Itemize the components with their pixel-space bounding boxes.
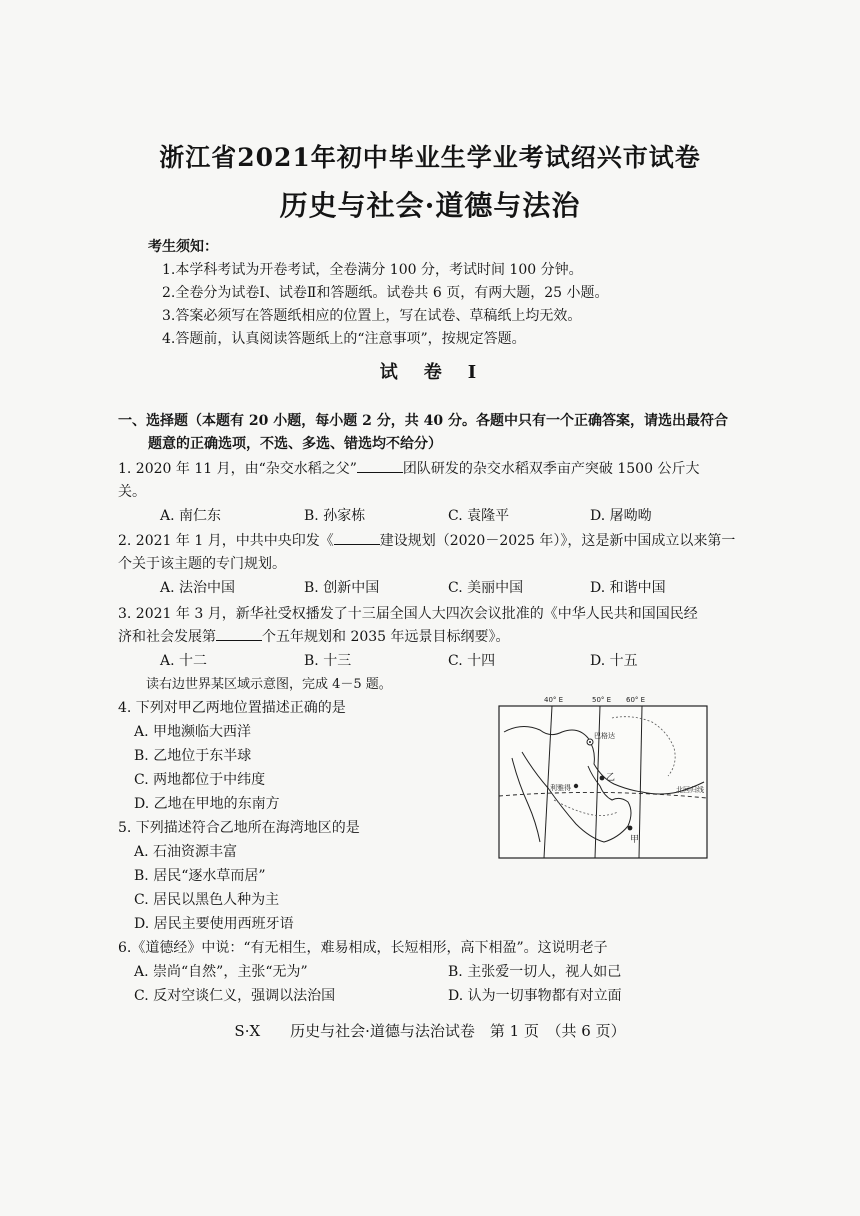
option-a: A. 崇尚“自然”，主张“无为” <box>134 964 308 980</box>
section-title: 试 卷 Ⅰ <box>379 362 481 383</box>
region-map-svg <box>492 692 716 864</box>
notice-item: 4.答题前，认真阅读答题纸上的“注意事项”，按规定答题。 <box>162 331 526 347</box>
yi-label: 乙 <box>606 773 616 783</box>
option-a: A. 石油资源丰富 <box>134 844 238 860</box>
riyadh-marker <box>574 784 578 788</box>
option-a: A. 南仁东 <box>160 508 222 524</box>
option-b: B. 乙地位于东半球 <box>134 748 252 764</box>
baghdad-label: 巴格达 <box>594 732 615 740</box>
yi-marker <box>600 776 605 781</box>
option-d: D. 屠呦呦 <box>590 508 652 524</box>
question-text: 团队研发的杂交水稻双季亩产突破 1500 公斤大 <box>402 461 700 477</box>
question-1-stem <box>118 458 699 478</box>
option-b: B. 主张爱一切人，视人如己 <box>448 964 622 980</box>
option-b: B. 居民“逐水草而居” <box>134 868 266 884</box>
part-instructions-cont: 题意的正确选项，不选、多选、错选均不给分） <box>148 436 442 452</box>
notice-item: 3.答案必须写在答题纸相应的位置上，写在试卷、草稿纸上均无效。 <box>162 308 582 324</box>
option-b: B. 创新中国 <box>304 580 380 596</box>
question-2-stem <box>118 530 735 550</box>
option-c: C. 反对空谈仁义，强调以法治国 <box>134 988 336 1004</box>
question-text: 建设规划（2020－2025 年）》，这是新中国成立以来第一 <box>379 533 736 549</box>
jia-label: 甲 <box>630 835 640 845</box>
question-6-stem: 6.《道德经》中说：“有无相生，难易相成，长短相形，高下相盈”。这说明老子 <box>118 940 608 956</box>
notice-item: 2.全卷分为试卷Ⅰ、试卷Ⅱ和答题纸。试卷共 6 页，有两大题，25 小题。 <box>162 285 609 301</box>
option-c: C. 居民以黑色人种为主 <box>134 892 280 908</box>
question-text: 个五年规划和 2035 年远景目标纲要》。 <box>262 629 510 645</box>
option-d: D. 十五 <box>590 653 638 669</box>
question-1-stem-cont: 关。 <box>118 484 146 500</box>
option-d: D. 乙地在甲地的东南方 <box>134 796 280 812</box>
question-3-stem-cont <box>118 626 510 646</box>
riyadh-label: 利雅得 <box>550 784 571 792</box>
answer-blank <box>216 628 262 641</box>
option-d: D. 认为一切事物都有对立面 <box>448 988 622 1004</box>
option-d: D. 居民主要使用西班牙语 <box>134 916 294 932</box>
jia-marker <box>628 826 633 831</box>
exam-title: 浙江省2021年初中毕业生学业考试绍兴市试卷 <box>159 143 701 172</box>
tropic-label: 北回归线 <box>676 786 704 794</box>
answer-blank <box>357 460 403 473</box>
map-intro: 读右边世界某区域示意图，完成 4－5 题。 <box>146 677 392 692</box>
option-a: A. 法治中国 <box>160 580 236 596</box>
question-5-stem: 5. 下列描述符合乙地所在海湾地区的是 <box>118 820 360 836</box>
option-b: B. 孙家栋 <box>304 508 366 524</box>
notice-heading: 考生须知： <box>148 239 218 255</box>
page-footer: S·X 历史与社会·道德与法治试卷 第 1 页 （共 6 页） <box>234 1022 626 1040</box>
answer-blank <box>334 532 380 545</box>
question-text: 济和社会发展第 <box>118 629 216 645</box>
lon-label-40e: 40° E <box>544 696 564 704</box>
option-c: C. 美丽中国 <box>448 580 524 596</box>
notice-item: 1.本学科考试为开卷考试，全卷满分 100 分，考试时间 100 分钟。 <box>162 262 583 278</box>
lon-label-50e: 50° E <box>592 696 612 704</box>
option-d: D. 和谐中国 <box>590 580 666 596</box>
exam-subtitle: 历史与社会·道德与法治 <box>279 189 581 222</box>
option-c: C. 十四 <box>448 653 496 669</box>
option-c: C. 两地都位于中纬度 <box>134 772 266 788</box>
question-text: 1. 2020 年 11 月，由“杂交水稻之父” <box>118 461 357 477</box>
region-map <box>492 692 716 864</box>
option-c: C. 袁隆平 <box>448 508 510 524</box>
question-text: 2. 2021 年 1 月，中共中央印发《 <box>118 533 334 549</box>
question-2-stem-cont: 个关于该主题的专门规划。 <box>118 556 286 572</box>
option-b: B. 十三 <box>304 653 352 669</box>
baghdad-marker-dot <box>589 741 591 743</box>
option-a: A. 十二 <box>160 653 208 669</box>
lon-label-60e: 60° E <box>626 696 646 704</box>
part-instructions: 一、选择题（本题有 20 小题，每小题 2 分，共 40 分。各题中只有一个正确答案，请选出最符合 <box>118 413 728 429</box>
question-3-stem: 3. 2021 年 3 月，新华社受权播发了十三届全国人大四次会议批准的《中华人民共和国国民经 <box>118 606 698 622</box>
question-4-stem: 4. 下列对甲乙两地位置描述正确的是 <box>118 700 346 716</box>
option-a: A. 甲地濒临大西洋 <box>134 724 252 740</box>
map-frame <box>499 706 707 858</box>
